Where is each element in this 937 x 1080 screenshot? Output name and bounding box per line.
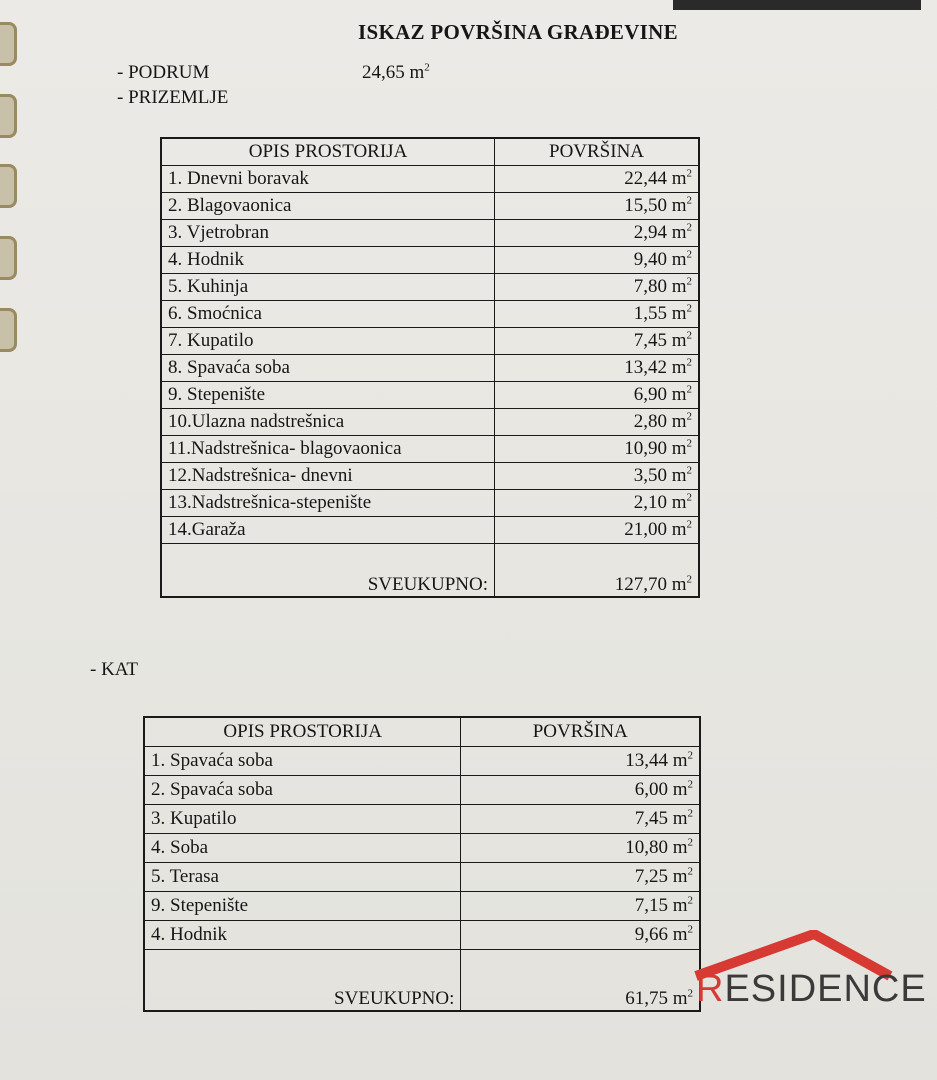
room-name: 11.Nadstrešnica- blagovaonica: [161, 436, 495, 463]
room-area: 13,42 $m^2$: [495, 355, 699, 382]
prizemlje-label: - PRIZEMLJE: [117, 87, 229, 108]
room-name: 3. Kupatilo: [144, 805, 461, 834]
room-area: 22,44 $m^2$: [495, 166, 699, 193]
total-row: [144, 950, 700, 1012]
room-area: 7,45 $m^2$: [461, 805, 700, 834]
kat-label: - KAT: [90, 659, 139, 680]
table-prizemlje: [160, 137, 700, 598]
room-name: 14.Garaža: [161, 517, 495, 544]
table-row: [161, 355, 699, 382]
room-name: 1. Spavaća soba: [144, 747, 461, 776]
room-area: 21,00 $m^2$: [495, 517, 699, 544]
table-row: [161, 382, 699, 409]
room-area: 6,00 $m^2$: [461, 776, 700, 805]
corner-stamp: [673, 0, 921, 10]
room-name: 13.Nadstrešnica-stepenište: [161, 490, 495, 517]
table-header-row: [161, 138, 699, 166]
total-area: 127,70 $m^2$: [495, 544, 699, 598]
table-row: [161, 517, 699, 544]
room-name: 1. Dnevni boravak: [161, 166, 495, 193]
table-row: [161, 436, 699, 463]
table-row: [144, 805, 700, 834]
room-name: 4. Hodnik: [161, 247, 495, 274]
total-row: [161, 544, 699, 598]
residence-logo-text: RESIDENCE: [696, 968, 927, 1010]
room-name: 10.Ulazna nadstrešnica: [161, 409, 495, 436]
room-name: 9. Stepenište: [161, 382, 495, 409]
binding-ring: [0, 164, 17, 208]
table-row: [161, 301, 699, 328]
room-name: 2. Blagovaonica: [161, 193, 495, 220]
room-area: 9,66 $m^2$: [461, 921, 700, 950]
room-area: 6,90 $m^2$: [495, 382, 699, 409]
table-header-row: [144, 717, 700, 747]
table-row: [144, 776, 700, 805]
room-name: 12.Nadstrešnica- dnevni: [161, 463, 495, 490]
room-area: 15,50 $m^2$: [495, 193, 699, 220]
table-row: [161, 193, 699, 220]
total-label: SVEUKUPNO:: [144, 950, 461, 1012]
table-row: [144, 921, 700, 950]
document-title: ISKAZ POVRŠINA GRAĐEVINE: [358, 20, 678, 44]
room-area: 2,80 $m^2$: [495, 409, 699, 436]
table-row: [161, 409, 699, 436]
room-name: 7. Kupatilo: [161, 328, 495, 355]
room-area: 3,50 $m^2$: [495, 463, 699, 490]
table-row: [161, 328, 699, 355]
room-area: 7,25 $m^2$: [461, 863, 700, 892]
room-area: 7,80 $m^2$: [495, 274, 699, 301]
table-row: [144, 863, 700, 892]
table-row: [144, 834, 700, 863]
header-povrsina: POVRŠINA: [461, 717, 700, 747]
total-area: 61,75 $m^2$: [461, 950, 700, 1012]
room-name: 4. Soba: [144, 834, 461, 863]
room-name: 3. Vjetrobran: [161, 220, 495, 247]
room-area: 2,94 $m^2$: [495, 220, 699, 247]
room-name: 8. Spavaća soba: [161, 355, 495, 382]
room-name: 5. Terasa: [144, 863, 461, 892]
table-kat: [143, 716, 701, 1012]
room-name: 2. Spavaća soba: [144, 776, 461, 805]
room-area: 7,45 $m^2$: [495, 328, 699, 355]
room-area: 13,44 $m^2$: [461, 747, 700, 776]
room-name: 9. Stepenište: [144, 892, 461, 921]
room-name: 6. Smoćnica: [161, 301, 495, 328]
total-label: SVEUKUPNO:: [161, 544, 495, 598]
room-name: 5. Kuhinja: [161, 274, 495, 301]
table-row: [161, 490, 699, 517]
header-opis-prostorija: OPIS PROSTORIJA: [144, 717, 461, 747]
binding-ring: [0, 236, 17, 280]
header-povrsina: POVRŠINA: [495, 138, 699, 166]
table-row: [161, 247, 699, 274]
table-row: [144, 892, 700, 921]
table-row: [161, 166, 699, 193]
table-row: [161, 220, 699, 247]
room-name: 4. Hodnik: [144, 921, 461, 950]
binding-ring: [0, 22, 17, 66]
room-area: 2,10 $m^2$: [495, 490, 699, 517]
binding-ring: [0, 94, 17, 138]
header-opis-prostorija: OPIS PROSTORIJA: [161, 138, 495, 166]
podrum-area: 24,65 $m^2$: [362, 61, 430, 83]
podrum-label: - PODRUM: [117, 62, 210, 83]
binding-ring: [0, 308, 17, 352]
room-area: 1,55 $m^2$: [495, 301, 699, 328]
room-area: 7,15 $m^2$: [461, 892, 700, 921]
table-row: [161, 274, 699, 301]
room-area: 9,40 $m^2$: [495, 247, 699, 274]
table-row: [161, 463, 699, 490]
table-row: [144, 747, 700, 776]
room-area: 10,90 $m^2$: [495, 436, 699, 463]
room-area: 10,80 $m^2$: [461, 834, 700, 863]
